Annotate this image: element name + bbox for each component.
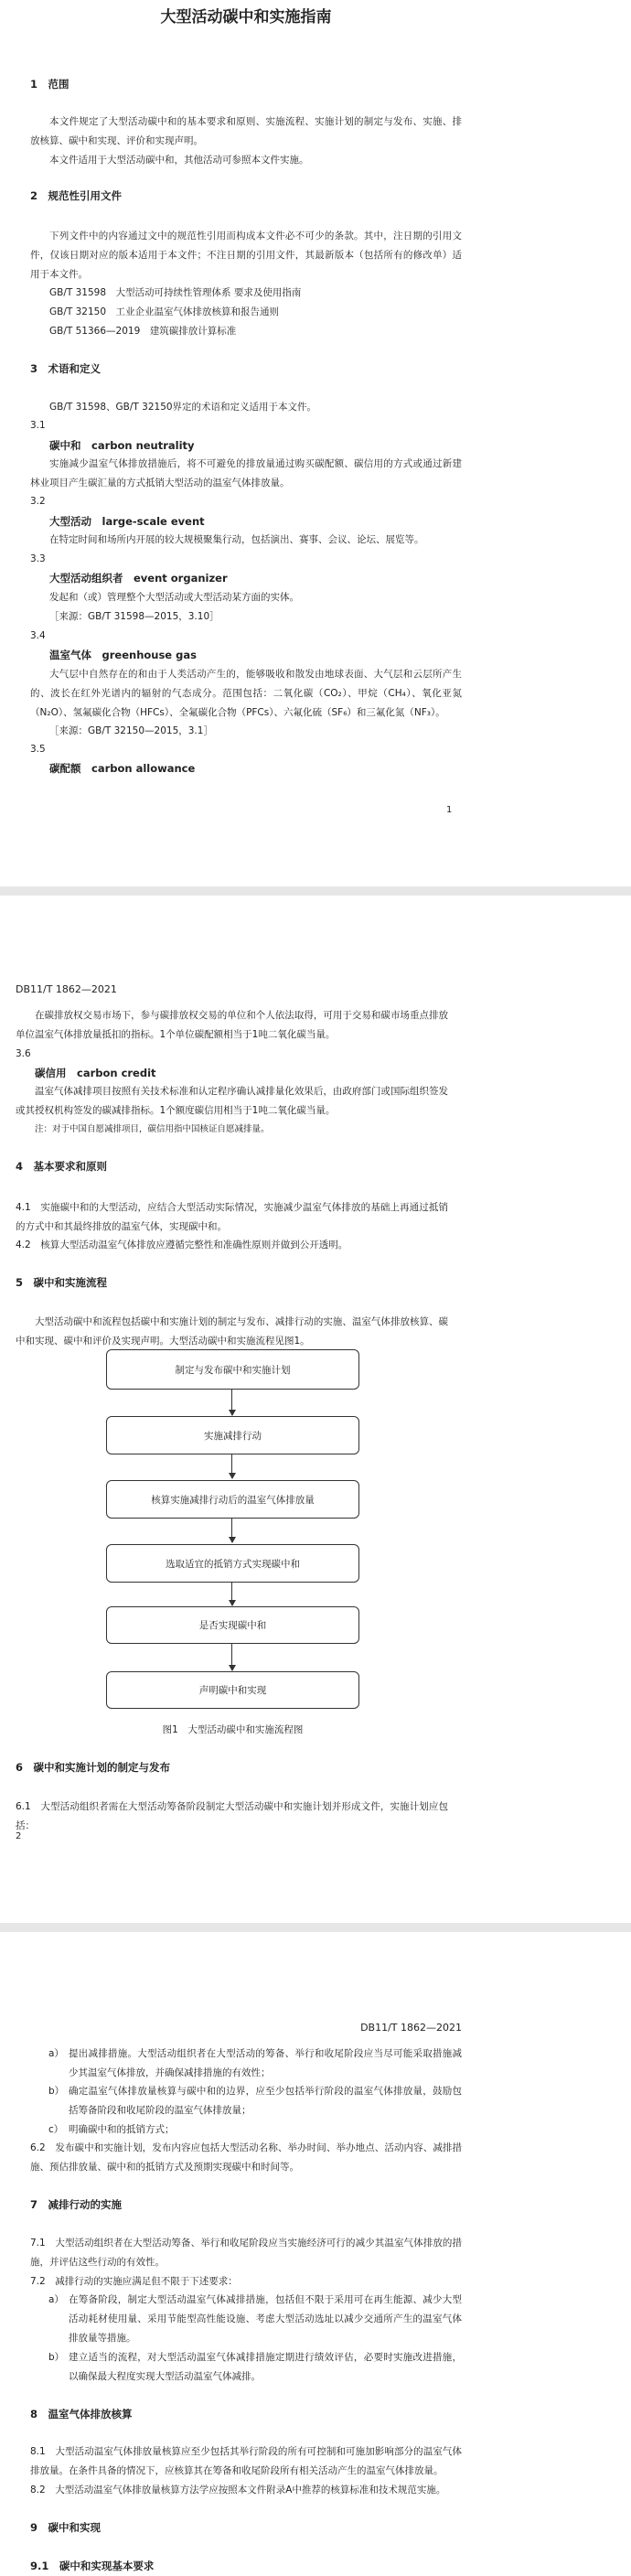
section-8-heading: 8 温室气体排放核算 [30, 2408, 133, 2420]
clause: 8.1 大型活动温室气体排放量核算应至少包括其举行阶段的所有可控制和可施加影响部分的温室气体排放量。在条件具备的情况下，应核算其在筹备和收尾阶段所有相关活动产生的温室气体排放量。 [30, 2446, 462, 2476]
term-number: 3.4 [30, 630, 46, 641]
clause: 6.1 大型活动组织者需在大型活动筹备阶段制定大型活动碳中和实施计划并形成文件，实施计划应包括： [16, 1801, 448, 1831]
term-definition: 在碳排放权交易市场下，参与碳排放权交易的单位和个人依法取得，可用于交易和碳市场重点排放单位温室气体排放量抵扣的指标。1个单位碳配额相当于1吨二氧化碳当量。 [16, 1010, 448, 1040]
list-marker: b） [48, 2086, 65, 2097]
list-text: 确定温室气体排放量核算与碳中和的边界，应至少包括举行阶段的温室气体排放量，鼓励包括筹备阶段和收尾阶段的温室气体排放量； [69, 2086, 462, 2116]
list-item [48, 2291, 462, 2347]
term-definition: 大气层中自然存在的和由于人类活动产生的，能够吸收和散发由地球表面、大气层和云层所产生的、波长在红外光谱内的辐射的气态成分。范围包括：二氧化碳（CO₂）、甲烷（CH₄）、氧化亚氮（N₂O）、氢氟碳化合物（HFCs）、全氟碳化合物（PFCs）、六氟化硫（SF₆）和三氟化氮（NF₃）。 [30, 669, 462, 718]
term-definition: 温室气体减排项目按照有关技术标准和认定程序确认减排量化效果后，由政府部门或国际组织签发或其授权机构签发的碳减排指标。1个额度碳信用相当于1吨二氧化碳当量。 [16, 1086, 448, 1116]
paragraph: GB/T 31598、GB/T 32150界定的术语和定义适用于本文件。 [49, 402, 317, 413]
page-separator [0, 1923, 631, 1932]
term-title: 温室气体 greenhouse gas [49, 649, 197, 661]
paragraph: 下列文件中的内容通过文中的规范性引用而构成本文件必不可少的条款。其中，注日期的引用文件，仅该日期对应的版本适用于本文件；不注日期的引用文件，其最新版本（包括所有的修改单）适用于本文件。 [30, 231, 462, 280]
term-title: 大型活动组织者 event organizer [49, 572, 228, 585]
list-text: 明确碳中和的抵销方式； [69, 2124, 175, 2135]
list-item [48, 2082, 462, 2120]
term-definition: 在特定时间和场所内开展的较大规模聚集行动，包括演出、赛事、会议、论坛、展览等。 [49, 534, 424, 545]
list-text: 建立适当的流程，对大型活动温室气体减排措施定期进行绩效评估，必要时实施改进措施，以确保最大程度实现大型活动温室气体减排。 [69, 2352, 462, 2382]
arrow-down-icon [231, 1644, 232, 1670]
clause: 8.2 大型活动温室气体排放量核算方法学应按照本文件附录A中推荐的核算标准和技术规范实施。 [30, 2485, 446, 2496]
term-number: 3.5 [30, 744, 46, 755]
term-definition: 实施减少温室气体排放措施后，将不可避免的排放量通过购买碳配额、碳信用的方式或通过新建林业项目产生碳汇量的方式抵销大型活动的温室气体排放量。 [30, 458, 462, 488]
list-marker: b） [48, 2352, 65, 2363]
clause: 6.2 发布碳中和实施计划，发布内容应包括大型活动名称、举办时间、举办地点、活动内容、减排措施、预估排放量、碳中和的抵销方式及预期实现碳中和时间等。 [30, 2142, 462, 2173]
term-definition: 发起和（或）管理整个大型活动或大型活动某方面的实体。 [49, 592, 299, 603]
term-note: 注：对于中国自愿减排项目，碳信用指中国核证自愿减排量。 [35, 1124, 270, 1134]
arrow-down-icon [231, 1519, 232, 1542]
figure-caption: 图1 大型活动碳中和实施流程图 [162, 1724, 304, 1735]
paragraph: 本文件规定了大型活动碳中和的基本要求和原则、实施流程、实施计划的制定与发布、实施、排放核算、碳中和实现、评价和实现声明。 [30, 116, 462, 146]
list-item [48, 2348, 462, 2387]
arrow-down-icon [231, 1390, 232, 1415]
arrow-down-icon [231, 1583, 232, 1605]
section-6-heading: 6 碳中和实施计划的制定与发布 [16, 1761, 170, 1774]
section-9-heading: 9 碳中和实现 [30, 2521, 102, 2534]
clause: 4.1 实施碳中和的大型活动，应结合大型活动实际情况，实施减少温室气体排放的基础上再通过抵销的方式中和其最终排放的温室气体，实现碳中和。 [16, 1202, 448, 1232]
arrow-down-icon [231, 1454, 232, 1478]
document-title: 大型活动碳中和实施指南 [160, 8, 332, 27]
term-number: 3.1 [30, 420, 46, 431]
flow-step: 是否实现碳中和 [106, 1606, 359, 1644]
term-source: ［来源：GB/T 32150—2015，3.1］ [49, 725, 213, 736]
page-separator [0, 886, 631, 896]
paragraph: 本文件适用于大型活动碳中和，其他活动可参照本文件实施。 [49, 155, 309, 166]
list-item [48, 2045, 462, 2083]
section-1-heading: 1 范围 [30, 78, 70, 91]
page-number: 2 [16, 1831, 22, 1841]
term-source: ［来源：GB/T 31598—2015，3.10］ [49, 611, 219, 622]
section-4-heading: 4 基本要求和原则 [16, 1160, 108, 1173]
term-number: 3.3 [30, 553, 46, 564]
reference-item: GB/T 51366—2019 建筑碳排放计算标准 [49, 326, 237, 337]
list-text: 提出减排措施。大型活动组织者在大型活动的筹备、举行和收尾阶段应当尽可能采取措施减少其温室气体排放，并确保减排措施的有效性； [69, 2048, 462, 2078]
list-text: 在筹备阶段，制定大型活动温室气体减排措施，包括但不限于采用可在再生能源、减少大型活动耗材使用量、采用节能型高性能设施、考虑大型活动选址以减少交通所产生的温室气体排放量等措施。 [69, 2294, 462, 2344]
paragraph: 大型活动碳中和流程包括碳中和实施计划的制定与发布、减排行动的实施、温室气体排放核算、碳中和实现、碳中和评价及实现声明。大型活动碳中和实施流程见图1。 [16, 1316, 448, 1347]
subsection-heading: 9.1 碳中和实现基本要求 [30, 2560, 155, 2572]
clause: 7.2 减排行动的实施应满足但不限于下述要求： [30, 2276, 238, 2287]
page-header-code: DB11/T 1862—2021 [360, 2022, 462, 2034]
term-title: 碳中和 carbon neutrality [49, 439, 195, 452]
section-7-heading: 7 减排行动的实施 [30, 2198, 123, 2211]
list-marker: a） [48, 2048, 64, 2059]
reference-item: GB/T 31598 大型活动可持续性管理体系 要求及使用指南 [49, 287, 302, 298]
flow-step: 选取适宜的抵销方式实现碳中和 [106, 1544, 359, 1583]
clause: 7.1 大型活动组织者在大型活动筹备、举行和收尾阶段应当实施经济可行的减少其温室气体排放的措施，并评估这些行动的有效性。 [30, 2238, 462, 2268]
term-title: 大型活动 large-scale event [49, 515, 205, 528]
clause: 4.2 核算大型活动温室气体排放应遵循完整性和准确性原则并做到公开透明。 [16, 1240, 348, 1250]
page-number: 1 [446, 805, 453, 815]
list-item [48, 2120, 462, 2140]
list-marker: a） [48, 2294, 64, 2305]
term-number: 3.6 [16, 1048, 31, 1059]
term-number: 3.2 [30, 496, 46, 507]
term-title: 碳信用 carbon credit [35, 1067, 156, 1079]
list-marker: c） [48, 2124, 64, 2135]
section-3-heading: 3 术语和定义 [30, 362, 102, 375]
flow-step: 声明碳中和实现 [106, 1671, 359, 1709]
section-5-heading: 5 碳中和实施流程 [16, 1276, 108, 1289]
page-header-code: DB11/T 1862—2021 [16, 983, 117, 995]
term-title: 碳配额 carbon allowance [49, 762, 196, 775]
section-2-heading: 2 规范性引用文件 [30, 189, 123, 202]
flow-step: 制定与发布碳中和实施计划 [106, 1349, 359, 1390]
flow-step: 核算实施减排行动后的温室气体排放量 [106, 1480, 359, 1519]
flow-step: 实施减排行动 [106, 1416, 359, 1454]
reference-item: GB/T 32150 工业企业温室气体排放核算和报告通则 [49, 306, 280, 317]
